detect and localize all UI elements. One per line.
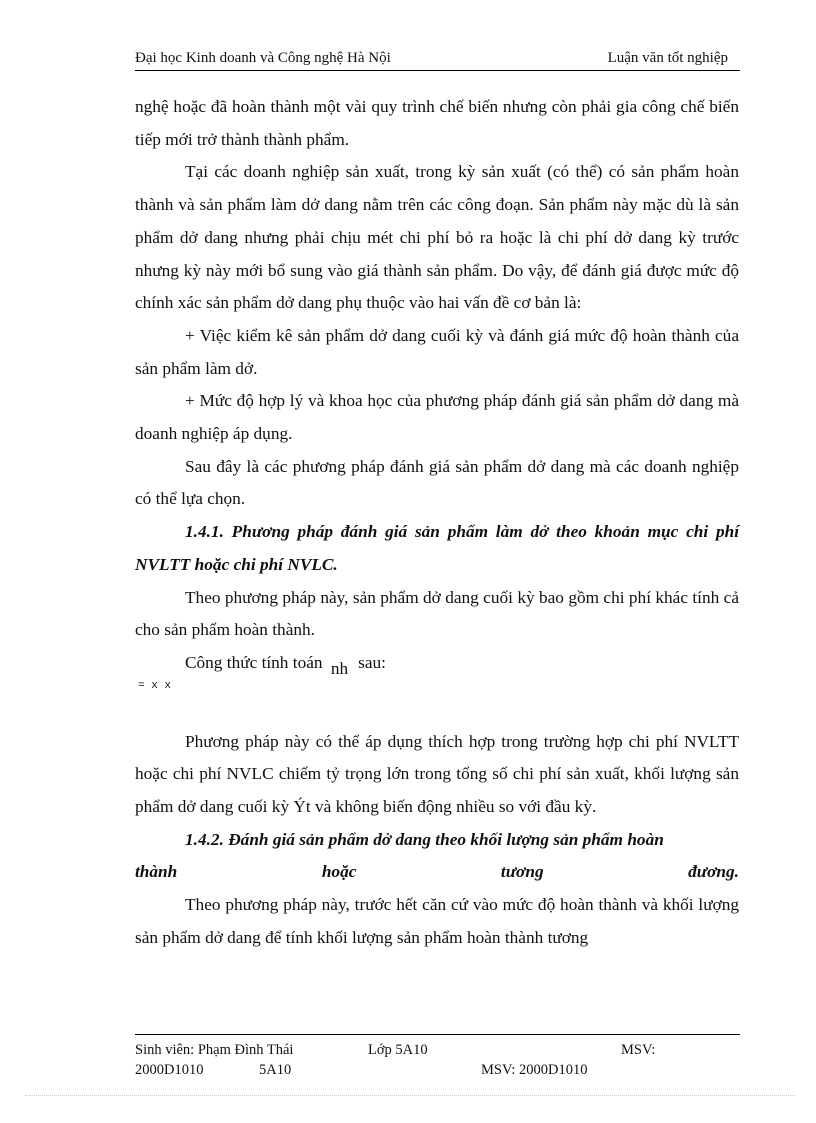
paragraph-8: Phương pháp này có thể áp dụng thích hợp trong trường hợp chi phí NVLTT hoặc chi phí NVLC chiếm tỷ trọng lớn trong tổng số chi phí sản xuất, khối lượng sản phẩm dở dang cuối kỳ Ýt và không biến động nhiều so với đầu kỳ.	[135, 731, 739, 817]
paragraph-9: Theo phương pháp này, trước hết căn cứ vào mức độ hoàn thành và khối lượng sản phẩm dở dang để tính khối lượng sản phẩm hoàn thành tương	[135, 895, 739, 947]
page-footer	[135, 1034, 740, 1078]
paragraph-2: Tại các doanh nghiệp sản xuất, trong kỳ sản xuất (có thể) có sản phẩm hoàn thành và sản phẩm làm dở dang nằm trên các công đoạn. Sản phẩm này mặc dù là sản phẩm dở dang nhưng phải chịu mét chi phí bỏ ra hoặc là chi phí dở dang kỳ trước nhưng kỳ này mới bổ sung vào giá thành sản phẩm. Do vậy, để đánh giá được mức độ chính xác sản phẩm dở dang phụ thuộc vào hai vấn đề cơ bản là:	[135, 162, 739, 313]
formula: = x x	[138, 679, 172, 692]
footer-class: Lớp 5A10	[368, 1042, 428, 1058]
heading-word: thành	[135, 862, 178, 882]
footer-row-1	[135, 1035, 740, 1058]
header-document-type: Luận văn tốt nghiệp	[607, 50, 728, 66]
paragraph-5: Sau đây là các phương pháp đánh giá sản phẩm dở dang mà các doanh nghiệp có thể lựa chọn.	[135, 456, 739, 509]
footer-class-short: 5A10	[259, 1062, 292, 1078]
heading-word: đương.	[688, 862, 739, 882]
paragraph-3: + Việc kiểm kê sản phẩm dở dang cuối kỳ và đánh giá mức độ hoàn thành của sản phẩm làm dở.	[135, 325, 739, 378]
page-header	[135, 48, 740, 71]
section-heading-1-4-2-continued	[135, 856, 739, 889]
footer-student: Sinh viên: Phạm Đình Thái	[135, 1042, 294, 1058]
heading-word: hoặc	[321, 862, 357, 882]
footer-msv: MSV: 2000D1010	[481, 1062, 588, 1078]
paragraph-4: + Mức độ hợp lý và khoa học của phương pháp đánh giá sản phẩm dở dang mà doanh nghiệp áp dụng.	[135, 391, 739, 444]
footer-msv-label: MSV:	[621, 1042, 656, 1058]
formula-intro-end: sau:	[358, 652, 386, 672]
formula-intro: Công thức tính toán	[185, 652, 323, 672]
paragraph-1: nghệ hoặc đã hoàn thành một vài quy trình chế biến nhưng còn phải gia công chế biến tiếp mới trở thành thành phẩm.	[135, 97, 739, 149]
page-bottom-divider	[25, 1095, 795, 1096]
section-heading-1-4-1: 1.4.1. Phương pháp đánh giá sản phẩm làm dở theo khoản mục chi phí NVLTT hoặc chi phí NVLC.	[135, 522, 739, 574]
section-heading-1-4-2: 1.4.2. Đánh giá sản phẩm dở dang theo khối lượng sản phẩm hoàn	[185, 829, 664, 849]
footer-code: 2000D1010	[135, 1062, 204, 1078]
header-university: Đại học Kinh doanh và Công nghệ Hà Nội	[135, 50, 391, 66]
heading-word: tương	[500, 862, 544, 882]
document-body	[135, 91, 739, 955]
formula-intro-fragment: nh	[330, 658, 349, 678]
footer-row-2	[135, 1055, 740, 1078]
paragraph-6: Theo phương pháp này, sản phẩm dở dang cuối kỳ bao gồm chi phí khác tính cả cho sản phẩm hoàn thành.	[135, 587, 739, 640]
